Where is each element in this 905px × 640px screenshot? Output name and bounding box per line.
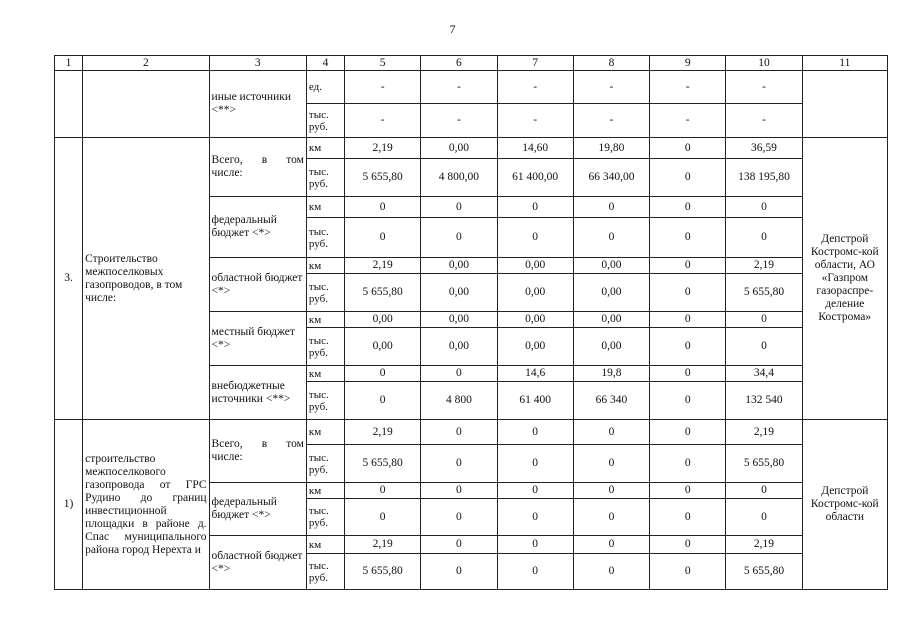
- value-cell: 2,19: [726, 536, 802, 554]
- value-cell: 0: [345, 366, 421, 382]
- value-cell: 66 340,00: [573, 159, 649, 197]
- value-cell: 0: [573, 483, 649, 499]
- value-cell: 0,00: [573, 328, 649, 366]
- value-cell: 0: [650, 218, 726, 258]
- value-cell: 2,19: [345, 420, 421, 445]
- value-cell: 0: [497, 218, 573, 258]
- unit-cell: км: [306, 197, 344, 218]
- value-cell: 0: [345, 382, 421, 420]
- value-cell: -: [573, 71, 649, 104]
- value-cell: 0,00: [421, 258, 497, 274]
- value-cell: 0: [650, 420, 726, 445]
- column-header: 8: [573, 56, 649, 71]
- value-cell: 0: [421, 554, 497, 590]
- value-cell: 5 655,80: [345, 554, 421, 590]
- value-cell: 34,4: [726, 366, 802, 382]
- value-cell: 0: [497, 554, 573, 590]
- value-cell: 36,59: [726, 138, 802, 159]
- value-cell: 5 655,80: [726, 445, 802, 483]
- value-cell: 0: [650, 483, 726, 499]
- value-cell: 4 800: [421, 382, 497, 420]
- unit-cell: тыс. руб.: [306, 104, 344, 138]
- unit-cell: ед.: [306, 71, 344, 104]
- funding-source: областной бюджет <*>: [209, 258, 306, 312]
- value-cell: 0: [421, 483, 497, 499]
- value-cell: 0,00: [421, 328, 497, 366]
- value-cell: -: [497, 104, 573, 138]
- column-header: 4: [306, 56, 344, 71]
- header-row: [55, 56, 888, 71]
- value-cell: 132 540: [726, 382, 802, 420]
- value-cell: 0: [421, 197, 497, 218]
- unit-cell: тыс. руб.: [306, 159, 344, 197]
- value-cell: 0: [497, 536, 573, 554]
- value-cell: 19,80: [573, 138, 649, 159]
- unit-cell: км: [306, 138, 344, 159]
- budget-table: [54, 55, 888, 590]
- value-cell: 0: [573, 218, 649, 258]
- executor-cell: Депстрой Костромс-кой области, АО «Газпром газораспре-деление Кострома»: [802, 138, 887, 420]
- value-cell: 0: [573, 554, 649, 590]
- value-cell: -: [345, 71, 421, 104]
- value-cell: -: [650, 71, 726, 104]
- value-cell: 0: [650, 554, 726, 590]
- column-header: 6: [421, 56, 497, 71]
- value-cell: 0: [726, 197, 802, 218]
- value-cell: 0: [650, 445, 726, 483]
- value-cell: 5 655,80: [726, 274, 802, 312]
- value-cell: 0: [650, 274, 726, 312]
- unit-cell: км: [306, 258, 344, 274]
- value-cell: 0: [650, 312, 726, 328]
- executor-cell: Депстрой Костромс-кой области: [802, 420, 887, 590]
- value-cell: 4 800,00: [421, 159, 497, 197]
- value-cell: 5 655,80: [726, 554, 802, 590]
- value-cell: 0: [345, 483, 421, 499]
- item-number-cell: [55, 71, 83, 138]
- unit-cell: тыс. руб.: [306, 274, 344, 312]
- funding-source: областной бюджет <*>: [209, 536, 306, 590]
- value-cell: 2,19: [345, 536, 421, 554]
- value-cell: 0: [497, 197, 573, 218]
- unit-cell: км: [306, 536, 344, 554]
- column-header: 1: [55, 56, 83, 71]
- value-cell: 0,00: [421, 274, 497, 312]
- value-cell: -: [726, 71, 802, 104]
- column-header: 3: [209, 56, 306, 71]
- value-cell: -: [345, 104, 421, 138]
- value-cell: 0,00: [421, 312, 497, 328]
- table-body: [55, 56, 888, 590]
- column-header: 5: [345, 56, 421, 71]
- funding-source: федеральный бюджет <*>: [209, 483, 306, 536]
- value-cell: 0: [573, 197, 649, 218]
- value-cell: 0: [726, 218, 802, 258]
- unit-cell: тыс. руб.: [306, 328, 344, 366]
- unit-cell: тыс. руб.: [306, 382, 344, 420]
- value-cell: 0: [573, 420, 649, 445]
- value-cell: 0: [650, 138, 726, 159]
- value-cell: 0: [345, 499, 421, 536]
- value-cell: 0: [573, 536, 649, 554]
- column-header: 10: [726, 56, 802, 71]
- unit-cell: км: [306, 366, 344, 382]
- value-cell: 0,00: [573, 312, 649, 328]
- value-cell: 0: [650, 536, 726, 554]
- funding-source: иные источники <**>: [209, 71, 306, 138]
- value-cell: 0: [726, 499, 802, 536]
- value-cell: 0: [421, 536, 497, 554]
- value-cell: -: [421, 71, 497, 104]
- value-cell: 0,00: [497, 312, 573, 328]
- value-cell: 0: [726, 312, 802, 328]
- funding-source: внебюджетные источники <**>: [209, 366, 306, 420]
- value-cell: 19,8: [573, 366, 649, 382]
- value-cell: 2,19: [726, 420, 802, 445]
- value-cell: -: [497, 71, 573, 104]
- value-cell: 66 340: [573, 382, 649, 420]
- table-row: [55, 71, 888, 104]
- column-header: 7: [497, 56, 573, 71]
- value-cell: 0,00: [345, 312, 421, 328]
- value-cell: 0: [650, 366, 726, 382]
- table-row: [55, 138, 888, 159]
- value-cell: 2,19: [345, 138, 421, 159]
- item-name-cell: [83, 71, 209, 138]
- value-cell: 0: [497, 483, 573, 499]
- value-cell: 0: [497, 445, 573, 483]
- value-cell: -: [421, 104, 497, 138]
- value-cell: 0: [650, 499, 726, 536]
- value-cell: 0: [650, 197, 726, 218]
- value-cell: -: [573, 104, 649, 138]
- value-cell: 0,00: [497, 274, 573, 312]
- item-name: Строительство межпоселковых газопроводов, в том числе:: [83, 138, 209, 420]
- value-cell: 0,00: [497, 328, 573, 366]
- value-cell: 0: [726, 328, 802, 366]
- value-cell: 0,00: [573, 274, 649, 312]
- item-number: 3.: [55, 138, 83, 420]
- value-cell: 0,00: [497, 258, 573, 274]
- value-cell: 0: [726, 483, 802, 499]
- funding-source: местный бюджет <*>: [209, 312, 306, 366]
- page-number: 7: [449, 22, 456, 36]
- value-cell: 0: [650, 382, 726, 420]
- unit-cell: тыс. руб.: [306, 218, 344, 258]
- value-cell: -: [726, 104, 802, 138]
- unit-cell: км: [306, 312, 344, 328]
- executor-cell: [802, 71, 887, 138]
- value-cell: 14,6: [497, 366, 573, 382]
- table-row: [55, 420, 888, 445]
- value-cell: 2,19: [726, 258, 802, 274]
- item-number: 1): [55, 420, 83, 590]
- item-name: строительство межпоселкового газопровода от ГРС Рудино до границ инвестиционной площадки в районе д. Спас муниципального района город Нерехта и: [83, 420, 209, 590]
- value-cell: 5 655,80: [345, 274, 421, 312]
- value-cell: 61 400,00: [497, 159, 573, 197]
- funding-source: федеральный бюджет <*>: [209, 197, 306, 258]
- column-header: 11: [802, 56, 887, 71]
- column-header: 2: [83, 56, 209, 71]
- value-cell: 138 195,80: [726, 159, 802, 197]
- value-cell: 0: [650, 328, 726, 366]
- value-cell: 0: [497, 499, 573, 536]
- funding-source: Всего, в том числе:: [209, 420, 306, 483]
- unit-cell: км: [306, 483, 344, 499]
- value-cell: 0: [421, 420, 497, 445]
- value-cell: 0: [573, 499, 649, 536]
- value-cell: 2,19: [345, 258, 421, 274]
- value-cell: 0: [421, 445, 497, 483]
- value-cell: 14,60: [497, 138, 573, 159]
- value-cell: 0: [345, 197, 421, 218]
- unit-cell: тыс. руб.: [306, 554, 344, 590]
- value-cell: 0: [650, 159, 726, 197]
- value-cell: -: [650, 104, 726, 138]
- value-cell: 61 400: [497, 382, 573, 420]
- column-header: 9: [650, 56, 726, 71]
- unit-cell: тыс. руб.: [306, 499, 344, 536]
- unit-cell: км: [306, 420, 344, 445]
- value-cell: 5 655,80: [345, 445, 421, 483]
- value-cell: 0: [421, 218, 497, 258]
- value-cell: 0: [345, 218, 421, 258]
- value-cell: 0: [421, 499, 497, 536]
- value-cell: 5 655,80: [345, 159, 421, 197]
- value-cell: 0,00: [421, 138, 497, 159]
- value-cell: 0,00: [573, 258, 649, 274]
- unit-cell: тыс. руб.: [306, 445, 344, 483]
- value-cell: 0: [573, 445, 649, 483]
- value-cell: 0,00: [345, 328, 421, 366]
- value-cell: 0: [421, 366, 497, 382]
- value-cell: 0: [650, 258, 726, 274]
- value-cell: 0: [497, 420, 573, 445]
- funding-source: Всего, в том числе:: [209, 138, 306, 197]
